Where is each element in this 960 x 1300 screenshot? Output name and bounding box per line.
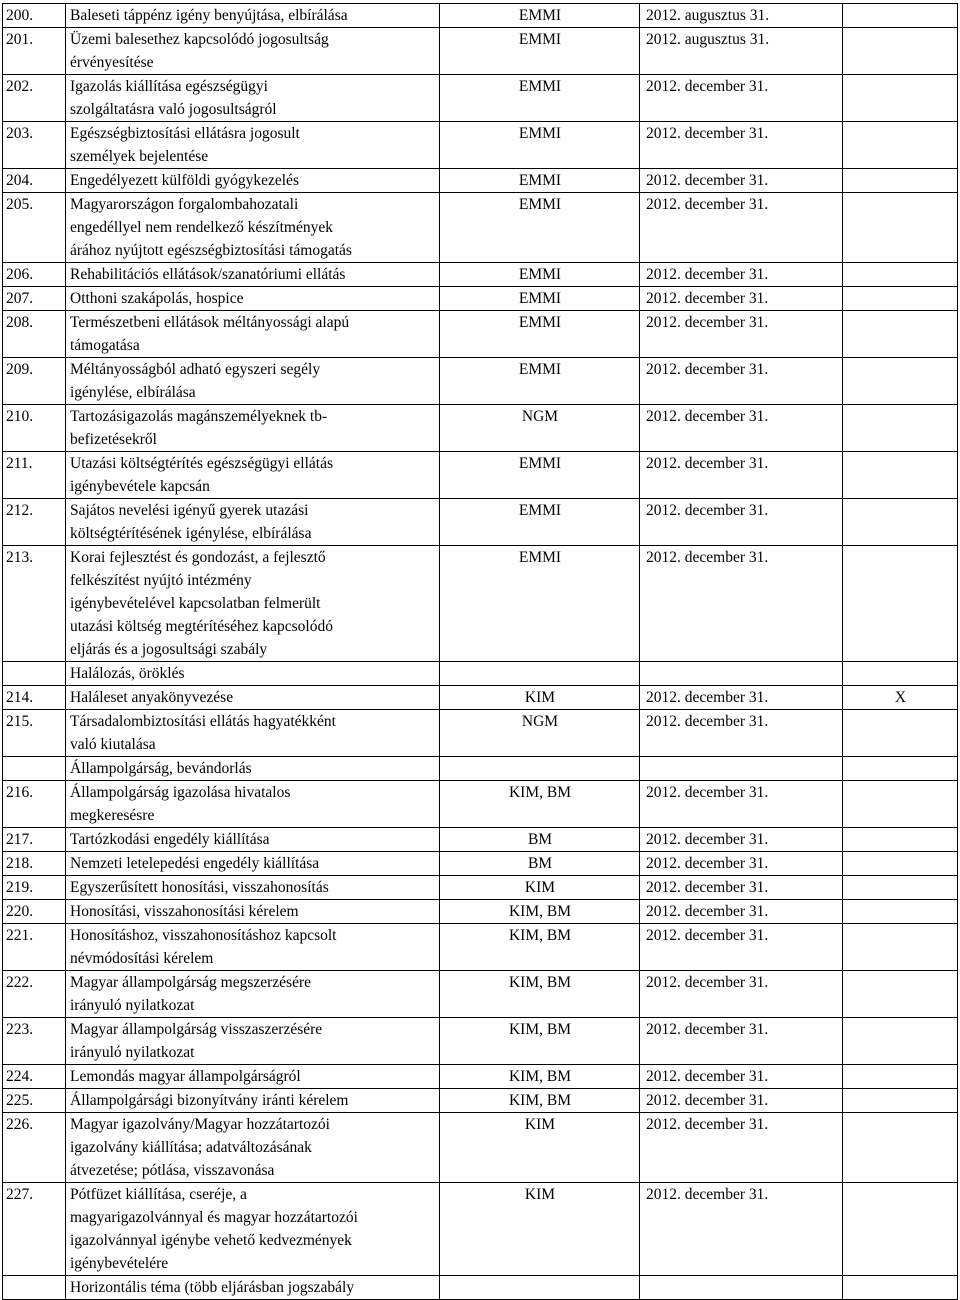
table-row: [3, 75, 958, 122]
procedure-title: [66, 263, 440, 287]
table-row: [3, 1089, 958, 1113]
procedure-title-line: Magyar igazolvány/Magyar hozzátartozói: [70, 1116, 330, 1133]
section-heading-row: [3, 662, 958, 686]
mark: [843, 1113, 958, 1183]
procedure-title: [66, 1018, 440, 1065]
table-row: [3, 358, 958, 405]
table-row: [3, 287, 958, 311]
responsible-ministry: KIM: [440, 1113, 640, 1183]
row-number: 215.: [3, 710, 66, 757]
responsible-ministry: KIM, BM: [440, 900, 640, 924]
table-row: [3, 828, 958, 852]
responsible-ministry: KIM: [440, 876, 640, 900]
deadline-date: 2012. augusztus 31.: [640, 28, 843, 75]
procedure-title: [66, 287, 440, 311]
row-number-cell: [3, 757, 66, 781]
responsible-ministry: KIM, BM: [440, 1018, 640, 1065]
table-row: [3, 452, 958, 499]
table-row: [3, 122, 958, 169]
deadline-date: 2012. december 31.: [640, 1018, 843, 1065]
section-heading: [66, 757, 440, 781]
responsible-ministry: KIM, BM: [440, 1065, 640, 1089]
procedure-title: [66, 311, 440, 358]
mark: [843, 710, 958, 757]
deadline-date: 2012. december 31.: [640, 499, 843, 546]
procedure-title-line: Lemondás magyar állampolgárságról: [70, 1068, 301, 1085]
table-row: [3, 686, 958, 710]
procedure-title-line: névmódosítási kérelem: [70, 950, 214, 967]
deadline-date: 2012. december 31.: [640, 876, 843, 900]
row-number: 210.: [3, 405, 66, 452]
table-row: [3, 900, 958, 924]
row-number: 204.: [3, 169, 66, 193]
responsible-ministry: EMMI: [440, 193, 640, 263]
deadline-date: 2012. december 31.: [640, 263, 843, 287]
responsible-ministry: KIM: [440, 1183, 640, 1276]
deadline-date: 2012. december 31.: [640, 287, 843, 311]
row-number: 221.: [3, 924, 66, 971]
row-number: 205.: [3, 193, 66, 263]
procedure-title-line: eljárás és a jogosultsági szabály: [70, 641, 268, 658]
section-heading-text: Horizontális téma (több eljárásban jogszabály: [70, 1279, 355, 1296]
mark: [843, 546, 958, 662]
procedure-title: [66, 1183, 440, 1276]
organization-cell: [440, 1276, 640, 1300]
section-heading-text: Állampolgárság, bevándorlás: [70, 760, 252, 777]
mark: [843, 852, 958, 876]
row-number-cell: [3, 1276, 66, 1300]
mark: [843, 1089, 958, 1113]
procedure-title: [66, 4, 440, 28]
procedure-title: [66, 686, 440, 710]
responsible-ministry: EMMI: [440, 75, 640, 122]
mark: [843, 1183, 958, 1276]
mark: [843, 263, 958, 287]
procedure-title-line: személyek bejelentése: [70, 148, 209, 165]
section-heading: [66, 1276, 440, 1300]
deadline-date: 2012. december 31.: [640, 193, 843, 263]
procedure-title-line: Állampolgársági bizonyítvány iránti kérelem: [70, 1092, 349, 1109]
procedure-title-line: Korai fejlesztést és gondozást, a fejlesztő: [70, 549, 326, 566]
mark-cell: [843, 1276, 958, 1300]
procedure-title-line: Állampolgárság igazolása hivatalos: [70, 784, 291, 801]
procedure-title: [66, 971, 440, 1018]
procedure-title: [66, 781, 440, 828]
table-row: [3, 876, 958, 900]
procedure-title: [66, 546, 440, 662]
deadline-cell: [640, 757, 843, 781]
procedure-title-line: igénybevételével kapcsolatban felmerült: [70, 595, 321, 612]
procedure-title: [66, 1113, 440, 1183]
deadline-date: 2012. december 31.: [640, 311, 843, 358]
responsible-ministry: BM: [440, 852, 640, 876]
responsible-ministry: EMMI: [440, 546, 640, 662]
procedure-title-line: irányuló nyilatkozat: [70, 1044, 195, 1061]
procedure-title-line: Méltányosságból adható egyszeri segély: [70, 361, 321, 378]
mark: [843, 169, 958, 193]
row-number: 216.: [3, 781, 66, 828]
procedure-title: [66, 169, 440, 193]
mark: [843, 828, 958, 852]
procedure-title-line: érvényesítése: [70, 54, 154, 71]
section-heading-row: [3, 757, 958, 781]
mark: [843, 781, 958, 828]
mark: [843, 28, 958, 75]
mark: [843, 287, 958, 311]
table-row: [3, 1065, 958, 1089]
mark: [843, 75, 958, 122]
mark: [843, 405, 958, 452]
responsible-ministry: EMMI: [440, 287, 640, 311]
procedure-title: [66, 828, 440, 852]
table-row: [3, 781, 958, 828]
procedure-title-line: befizetésekről: [70, 431, 157, 448]
responsible-ministry: EMMI: [440, 169, 640, 193]
mark: [843, 499, 958, 546]
procedure-title-line: Egyszerűsített honosítási, visszahonosítás: [70, 879, 329, 896]
procedure-title: [66, 852, 440, 876]
procedure-title-line: Természetbeni ellátások méltányossági alapú: [70, 314, 350, 331]
row-number: 220.: [3, 900, 66, 924]
procedures-table-body: [3, 4, 958, 1300]
procedure-title-line: költségtérítésének igénylése, elbírálása: [70, 525, 312, 542]
procedure-title-line: támogatása: [70, 337, 140, 354]
procedure-title-line: Pótfüzet kiállítása, cseréje, a: [70, 1186, 247, 1203]
procedure-title-line: Sajátos nevelési igényű gyerek utazási: [70, 502, 309, 519]
mark-cell: [843, 662, 958, 686]
row-number: 203.: [3, 122, 66, 169]
deadline-cell: [640, 662, 843, 686]
procedure-title-line: Honosításhoz, visszahonosításhoz kapcsolt: [70, 927, 337, 944]
row-number: 202.: [3, 75, 66, 122]
procedure-title-line: Baleseti táppénz igény benyújtása, elbírálása: [70, 7, 348, 24]
mark: [843, 971, 958, 1018]
procedure-title-line: felkészítést nyújtó intézmény: [70, 572, 252, 589]
procedure-title-line: szolgáltatásra való jogosultságról: [70, 101, 277, 118]
procedure-title-line: Tartózkodási engedély kiállítása: [70, 831, 270, 848]
deadline-date: 2012. augusztus 31.: [640, 4, 843, 28]
row-number: 208.: [3, 311, 66, 358]
procedure-title: [66, 1065, 440, 1089]
procedure-title-line: árához nyújtott egészségbiztosítási támogatás: [70, 242, 352, 259]
deadline-date: 2012. december 31.: [640, 358, 843, 405]
procedure-title: [66, 452, 440, 499]
section-heading-row: [3, 1276, 958, 1300]
procedure-title: [66, 28, 440, 75]
row-number: 214.: [3, 686, 66, 710]
procedure-title: [66, 193, 440, 263]
procedure-title: [66, 876, 440, 900]
procedure-title: [66, 122, 440, 169]
responsible-ministry: KIM, BM: [440, 924, 640, 971]
responsible-ministry: EMMI: [440, 311, 640, 358]
procedure-title-line: Magyar állampolgárság megszerzésére: [70, 974, 311, 991]
mark: [843, 900, 958, 924]
table-row: [3, 971, 958, 1018]
responsible-ministry: KIM, BM: [440, 781, 640, 828]
table-row: [3, 169, 958, 193]
procedure-title-line: Rehabilitációs ellátások/szanatóriumi ellátás: [70, 266, 346, 283]
procedure-title: [66, 358, 440, 405]
mark-cell: [843, 757, 958, 781]
table-row: [3, 28, 958, 75]
deadline-date: 2012. december 31.: [640, 852, 843, 876]
procedure-title: [66, 924, 440, 971]
responsible-ministry: KIM, BM: [440, 971, 640, 1018]
section-heading: [66, 662, 440, 686]
responsible-ministry: KIM: [440, 686, 640, 710]
mark: [843, 311, 958, 358]
procedure-title-line: irányuló nyilatkozat: [70, 997, 195, 1014]
procedure-title-line: Utazási költségtérítés egészségügyi ellátás: [70, 455, 333, 472]
row-number: 219.: [3, 876, 66, 900]
procedure-title-line: Egészségbiztosítási ellátásra jogosult: [70, 125, 300, 142]
table-row: [3, 193, 958, 263]
row-number-cell: [3, 662, 66, 686]
deadline-cell: [640, 1276, 843, 1300]
deadline-date: 2012. december 31.: [640, 781, 843, 828]
row-number: 212.: [3, 499, 66, 546]
procedure-title-line: Nemzeti letelepedési engedély kiállítása: [70, 855, 320, 872]
procedure-title-line: Magyarországon forgalombahozatali: [70, 196, 299, 213]
responsible-ministry: EMMI: [440, 499, 640, 546]
deadline-date: 2012. december 31.: [640, 924, 843, 971]
deadline-date: 2012. december 31.: [640, 452, 843, 499]
row-number: 213.: [3, 546, 66, 662]
row-number: 225.: [3, 1089, 66, 1113]
mark: [843, 358, 958, 405]
responsible-ministry: NGM: [440, 710, 640, 757]
deadline-date: 2012. december 31.: [640, 900, 843, 924]
procedure-title-line: igénybevételére: [70, 1255, 169, 1272]
procedure-title-line: magyarigazolvánnyal és magyar hozzátartozói: [70, 1209, 358, 1226]
mark: [843, 1018, 958, 1065]
row-number: 209.: [3, 358, 66, 405]
procedure-title: [66, 499, 440, 546]
procedure-title-line: igazolvánnyal igénybe vehető kedvezmények: [70, 1232, 352, 1249]
row-number: 217.: [3, 828, 66, 852]
procedure-title-line: Otthoni szakápolás, hospice: [70, 290, 244, 307]
table-row: [3, 1113, 958, 1183]
deadline-date: 2012. december 31.: [640, 1065, 843, 1089]
mark: [843, 1065, 958, 1089]
deadline-date: 2012. december 31.: [640, 710, 843, 757]
row-number: 226.: [3, 1113, 66, 1183]
table-row: [3, 499, 958, 546]
responsible-ministry: NGM: [440, 405, 640, 452]
procedure-title-line: Tartozásigazolás magánszemélyeknek tb-: [70, 408, 328, 425]
responsible-ministry: EMMI: [440, 122, 640, 169]
responsible-ministry: EMMI: [440, 28, 640, 75]
table-row: [3, 311, 958, 358]
procedure-title-line: igazolvány kiállítása; adatváltozásának: [70, 1139, 312, 1156]
responsible-ministry: EMMI: [440, 4, 640, 28]
deadline-date: 2012. december 31.: [640, 169, 843, 193]
row-number: 222.: [3, 971, 66, 1018]
procedure-title: [66, 405, 440, 452]
procedure-title: [66, 710, 440, 757]
procedure-title-line: engedéllyel nem rendelkező készítmények: [70, 219, 333, 236]
table-row: [3, 1018, 958, 1065]
organization-cell: [440, 662, 640, 686]
procedure-title-line: Honosítási, visszahonosítási kérelem: [70, 903, 299, 920]
row-number: 207.: [3, 287, 66, 311]
deadline-date: 2012. december 31.: [640, 75, 843, 122]
mark: [843, 4, 958, 28]
table-row: [3, 924, 958, 971]
table-row: [3, 4, 958, 28]
row-number: 227.: [3, 1183, 66, 1276]
deadline-date: 2012. december 31.: [640, 546, 843, 662]
table-row: [3, 405, 958, 452]
procedure-title-line: Magyar állampolgárság visszaszerzésére: [70, 1021, 323, 1038]
deadline-date: 2012. december 31.: [640, 405, 843, 452]
deadline-date: 2012. december 31.: [640, 971, 843, 1018]
mark: [843, 452, 958, 499]
mark: [843, 193, 958, 263]
procedure-title-line: igénylése, elbírálása: [70, 384, 196, 401]
section-heading-text: Halálozás, öröklés: [70, 665, 185, 682]
procedure-title-line: megkeresésre: [70, 807, 155, 824]
row-number: 201.: [3, 28, 66, 75]
row-number: 206.: [3, 263, 66, 287]
table-row: [3, 546, 958, 662]
mark: X: [843, 686, 958, 710]
procedure-title-line: átvezetése; pótlása, visszavonása: [70, 1162, 275, 1179]
row-number: 211.: [3, 452, 66, 499]
table-row: [3, 1183, 958, 1276]
row-number: 200.: [3, 4, 66, 28]
responsible-ministry: EMMI: [440, 263, 640, 287]
responsible-ministry: KIM, BM: [440, 1089, 640, 1113]
procedure-title-line: való kiutalása: [70, 736, 156, 753]
table-row: [3, 852, 958, 876]
mark: [843, 924, 958, 971]
mark: [843, 122, 958, 169]
deadline-date: 2012. december 31.: [640, 122, 843, 169]
procedure-title-line: utazási költség megtérítéséhez kapcsolódó: [70, 618, 333, 635]
responsible-ministry: BM: [440, 828, 640, 852]
table-row: [3, 263, 958, 287]
procedure-title-line: Társadalombiztosítási ellátás hagyatékként: [70, 713, 336, 730]
row-number: 223.: [3, 1018, 66, 1065]
procedure-title-line: igénybevétele kapcsán: [70, 478, 210, 495]
procedure-title-line: Üzemi balesethez kapcsolódó jogosultság: [70, 31, 329, 48]
deadline-date: 2012. december 31.: [640, 1113, 843, 1183]
responsible-ministry: EMMI: [440, 358, 640, 405]
procedures-table: [2, 3, 958, 1300]
procedure-title: [66, 1089, 440, 1113]
table-row: [3, 710, 958, 757]
deadline-date: 2012. december 31.: [640, 686, 843, 710]
mark: [843, 876, 958, 900]
procedure-title-line: Igazolás kiállítása egészségügyi: [70, 78, 268, 95]
row-number: 224.: [3, 1065, 66, 1089]
deadline-date: 2012. december 31.: [640, 1183, 843, 1276]
responsible-ministry: EMMI: [440, 452, 640, 499]
procedure-title: [66, 75, 440, 122]
procedure-title-line: Engedélyezett külföldi gyógykezelés: [70, 172, 299, 189]
row-number: 218.: [3, 852, 66, 876]
procedure-title-line: Haláleset anyakönyvezése: [70, 689, 234, 706]
deadline-date: 2012. december 31.: [640, 828, 843, 852]
procedure-title: [66, 900, 440, 924]
organization-cell: [440, 757, 640, 781]
deadline-date: 2012. december 31.: [640, 1089, 843, 1113]
